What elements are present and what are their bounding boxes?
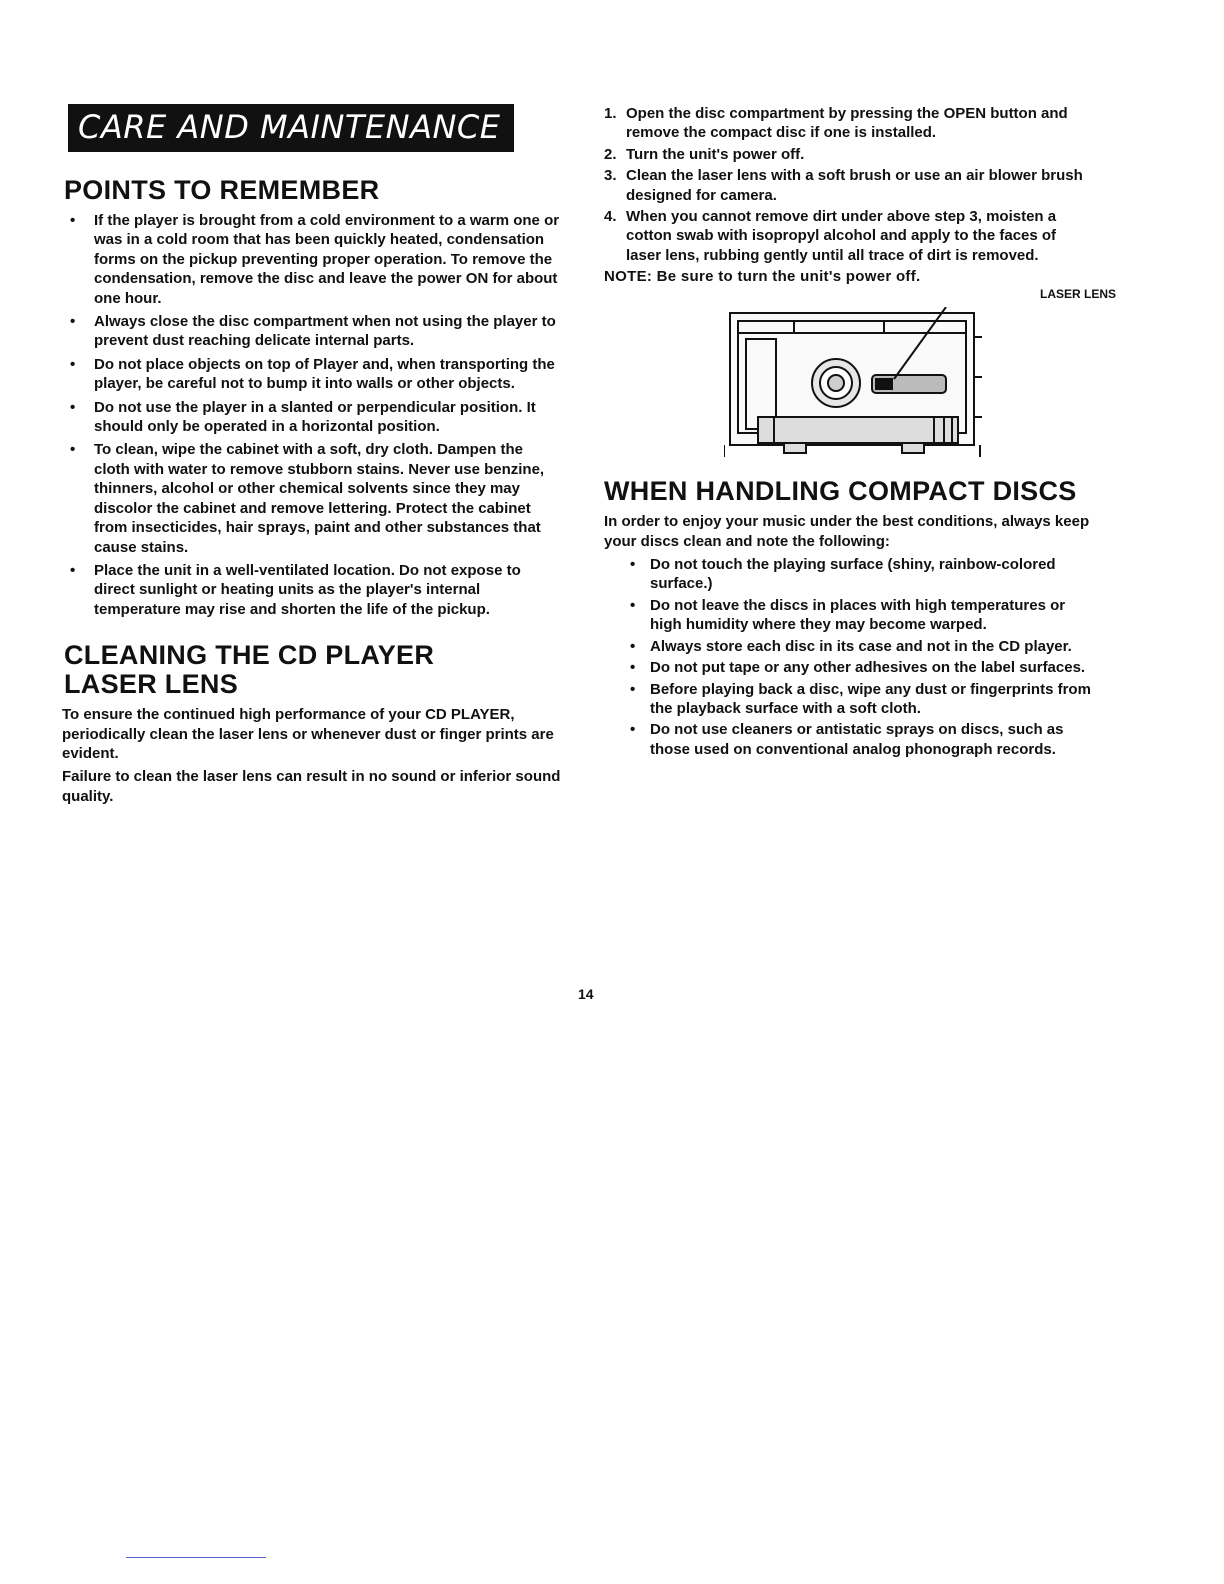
points-list — [62, 211, 562, 619]
cleaning-heading-line1: CLEANING THE CD PLAYER — [64, 640, 435, 671]
footer-rule — [126, 1557, 266, 1558]
list-item: • Do not place objects on top of Player and, when transporting the player, be careful not to bump it into walls or other objects. — [62, 355, 562, 394]
list-item: • Do not touch the playing surface (shiny, rainbow-colored surface.) — [624, 555, 1094, 594]
list-item: • Do not use the player in a slanted or perpendicular position. It should only be operated in a horizontal position. — [62, 398, 562, 437]
page-number: 14 — [578, 986, 594, 1002]
handling-list — [604, 555, 1094, 759]
list-item: • Always close the disc compartment when not using the player to prevent dust reaching delicate internal parts. — [62, 312, 562, 351]
points-heading: POINTS TO REMEMBER — [64, 175, 380, 205]
step-number: 3. — [604, 167, 617, 185]
step-number: 4. — [604, 208, 617, 226]
laser-lens-figure — [724, 287, 1116, 467]
list-item: • Place the unit in a well-ventilated location. Do not expose to direct sunlight or heating units as the player's internal temperature may rise and shorten the life of the pickup. — [62, 561, 562, 619]
handling-heading: WHEN HANDLING COMPACT DISCS — [604, 476, 1077, 507]
handling-intro: In order to enjoy your music under the best conditions, always keep your discs clean and note the following: — [604, 513, 1090, 550]
step-text: When you cannot remove dirt under above step 3, moisten a cotton swab with isopropyl alcohol and apply to the faces of laser lens, rubbing gently until all trace of dirt is removed. — [626, 208, 1057, 264]
list-item: • To clean, wipe the cabinet with a soft, dry cloth. Dampen the cloth with water to remove stubborn stains. Never use benzine, thinners, alcohol or other chemical solvents since they may discolor the cabinet and remove lettering. Protect the cabinet from insecticides, hair sprays, paint and other substances that cause stains. — [62, 440, 562, 556]
step-item — [604, 104, 1094, 143]
figure-label: LASER LENS — [1039, 287, 1116, 302]
cd-tray-illustration — [724, 307, 984, 467]
list-item: • If the player is brought from a cold environment to a warm one or was in a cold room that has been quickly heated, condensation forms on the pickup preventing proper operation. To remove the condensation, remove the disc and leave the power ON for about one hour. — [62, 211, 562, 308]
step-item — [604, 207, 1094, 265]
step-item — [604, 145, 1094, 164]
left-column — [62, 104, 562, 810]
right-column — [604, 104, 1116, 761]
step-number: 1. — [604, 105, 617, 122]
cleaning-steps — [604, 104, 1094, 265]
list-item: • Before playing back a disc, wipe any dust or fingerprints from the playback surface with a soft cloth. — [624, 680, 1094, 719]
cleaning-heading — [64, 641, 562, 699]
step-number: 2. — [604, 145, 617, 163]
step-item — [604, 166, 1094, 205]
list-item: • Do not leave the discs in places with high temperatures or high humidity where they may become warped. — [624, 596, 1094, 635]
list-item: • Do not use cleaners or antistatic sprays on discs, such as those used on conventional analog phonograph records. — [624, 720, 1094, 759]
cleaning-para-2: Failure to clean the laser lens can result in no sound or inferior sound quality. — [62, 768, 561, 805]
step-text: Clean the laser lens with a soft brush or use an air blower brush designed for camera. — [626, 167, 1083, 204]
list-item: • Do not put tape or any other adhesives on the label surfaces. — [624, 658, 1094, 677]
list-item: • Always store each disc in its case and not in the CD player. — [624, 637, 1094, 656]
step-text: Turn the unit's power off. — [626, 145, 805, 163]
cleaning-para-1: To ensure the continued high performance of your CD PLAYER, periodically clean the laser lens or whenever dust or finger prints are evident. — [62, 706, 554, 762]
step-text: Open the disc compartment by pressing the OPEN button and remove the compact disc if one is installed. — [626, 105, 1068, 142]
cleaning-heading-line2: LASER LENS — [64, 669, 239, 700]
power-note: NOTE: Be sure to turn the unit's power off. — [604, 268, 921, 286]
section-banner: CARE AND MAINTENANCE — [68, 104, 514, 152]
